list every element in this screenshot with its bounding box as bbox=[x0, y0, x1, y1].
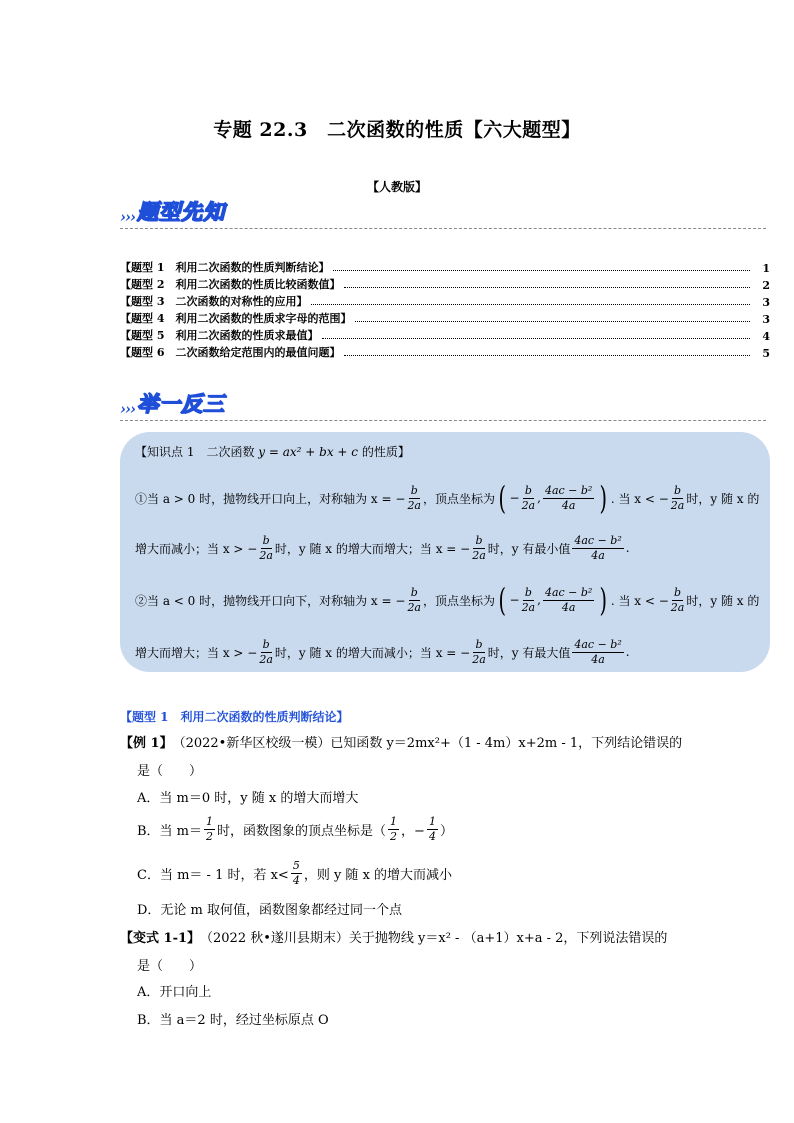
toc-leader bbox=[344, 355, 750, 356]
arrows-icon: ››› bbox=[120, 400, 135, 418]
example-1-tail: 是（ ） bbox=[137, 764, 203, 779]
toc-leader bbox=[322, 338, 750, 339]
fraction: $\frac{b}{2a}$ bbox=[259, 533, 273, 562]
toc-leader bbox=[355, 321, 750, 322]
fraction: $\frac{\text{4ac − b²}}{4a}$ bbox=[544, 585, 593, 614]
toc-row[interactable] bbox=[120, 292, 770, 309]
toc-row[interactable] bbox=[120, 275, 770, 292]
variant-1-1-question: 【变式 1-1】 （2022 秋•遂川县期末）关于抛物线 y＝x² - （a+1）x+a - 2，下列说法错误的 bbox=[120, 931, 668, 946]
banner-topic-preview bbox=[120, 200, 225, 226]
section-heading: 【题型 1 利用二次函数的性质判断结论】 bbox=[120, 710, 349, 724]
option-c[interactable]: C．当 m＝ - 1 时，若 x< $\frac{5}{4}$ ，则 y 随 x 的增大而减小 bbox=[137, 858, 453, 887]
fraction: $\frac{b}{2a}$ bbox=[472, 637, 486, 666]
toc-row[interactable] bbox=[120, 258, 770, 275]
toc-label: 【题型 2 利用二次函数的性质比较函数值】 bbox=[120, 278, 341, 291]
toc-label: 【题型 5 利用二次函数的性质求最值】 bbox=[120, 329, 319, 342]
toc-row[interactable] bbox=[120, 309, 770, 326]
fraction: $\frac{b}{2a}$ bbox=[670, 585, 685, 614]
table-of-contents bbox=[120, 258, 770, 360]
fraction: $\frac{1}{2}$ bbox=[206, 814, 214, 843]
banner-text: 举一反三 bbox=[137, 391, 225, 416]
divider bbox=[120, 228, 766, 229]
fraction: $\frac{\text{4ac − b²}}{4a}$ bbox=[544, 483, 593, 512]
option-b[interactable]: B．当 a＝2 时，经过坐标原点 O bbox=[137, 1013, 329, 1028]
toc-label: 【题型 6 二次函数给定范围内的最值问题】 bbox=[120, 346, 341, 359]
fraction: $\frac{b}{2a}$ bbox=[407, 585, 421, 614]
fraction: $\frac{b}{2a}$ bbox=[259, 637, 273, 666]
knowledge-line-4: 增大而增大；当 x > − $\frac{b}{2a}$ 时，y 随 x 的增大而减小；当 x = − $\frac{b}{2a}$ 时，y 有最大值 $\frac{\text{4ac − b²}}{4a}$ . bbox=[135, 637, 630, 666]
fraction: $\frac{\text{4ac − b²}}{4a}$ bbox=[574, 533, 622, 562]
option-d[interactable]: D．无论 m 取何值，函数图象都经过同一个点 bbox=[137, 903, 403, 918]
toc-row[interactable] bbox=[120, 343, 770, 360]
toc-label: 【题型 1 利用二次函数的性质判断结论】 bbox=[120, 261, 330, 274]
knowledge-title: 【知识点 1 二次函数 y = ax² + bx + c 的性质】 bbox=[135, 445, 410, 459]
fraction: $\frac{b}{2a}$ bbox=[521, 585, 536, 614]
toc-page: 3 bbox=[762, 313, 770, 326]
knowledge-line-3: ②当 a < 0 时，抛物线开口向下，对称轴为 x = − $\frac{b}{2a}$ ，顶点坐标为 ( − $\frac{b}{2a}$ , $\frac{\text{4ac − b²}}{4a}$ ) . 当 x < − $\frac{b}{2a}$ 时，y 随 x 的 bbox=[135, 581, 760, 619]
fraction: $\frac{1}{2}$ bbox=[390, 814, 398, 843]
fraction: $\frac{b}{2a}$ bbox=[407, 483, 421, 512]
edition-label: 【人教版】 bbox=[366, 180, 427, 194]
divider bbox=[120, 420, 766, 421]
toc-page: 5 bbox=[762, 347, 770, 360]
fraction: $\frac{b}{2a}$ bbox=[670, 483, 685, 512]
toc-page: 1 bbox=[762, 262, 770, 275]
option-b[interactable]: B．当 m＝ $\frac{1}{2}$ 时，函数图象的顶点坐标是（ $\frac{1}{2}$ ，− $\frac{1}{4}$ ） bbox=[137, 814, 453, 843]
fraction: $\frac{5}{4}$ bbox=[292, 858, 300, 887]
toc-row[interactable] bbox=[120, 326, 770, 343]
knowledge-line-1: ①当 a > 0 时，抛物线开口向上，对称轴为 x = − $\frac{b}{2a}$ ，顶点坐标为 ( − $\frac{b}{2a}$ , $\frac{\text{4ac − b²}}{4a}$ ) . 当 x < − $\frac{b}{2a}$ 时，y 随 x 的 bbox=[135, 479, 760, 517]
arrows-icon: ››› bbox=[120, 208, 135, 226]
fraction: $\frac{b}{2a}$ bbox=[472, 533, 486, 562]
toc-leader bbox=[333, 270, 750, 271]
toc-page: 4 bbox=[762, 330, 770, 343]
option-a[interactable]: A．开口向上 bbox=[137, 985, 212, 1000]
toc-leader bbox=[311, 304, 750, 305]
knowledge-line-2: 增大而减小；当 x > − $\frac{b}{2a}$ 时，y 随 x 的增大而增大；当 x = − $\frac{b}{2a}$ 时，y 有最小值 $\frac{\text{4ac − b²}}{4a}$ . bbox=[135, 533, 630, 562]
banner-examples bbox=[120, 392, 225, 418]
variant-1-1-tail: 是（ ） bbox=[137, 959, 203, 974]
toc-page: 2 bbox=[762, 279, 770, 292]
banner-text: 题型先知 bbox=[137, 199, 225, 224]
toc-leader bbox=[344, 287, 750, 288]
fraction: $\frac{\text{4ac − b²}}{4a}$ bbox=[574, 637, 622, 666]
fraction: $\frac{1}{4}$ bbox=[428, 814, 436, 843]
toc-label: 【题型 3 二次函数的对称性的应用】 bbox=[120, 295, 308, 308]
fraction: $\frac{b}{2a}$ bbox=[521, 483, 536, 512]
toc-label: 【题型 4 利用二次函数的性质求字母的范围】 bbox=[120, 312, 352, 325]
example-1-question: 【例 1】 （2022•新华区校级一模）已知函数 y＝2mx²+（1 - 4m）x+2m - 1，下列结论错误的 bbox=[120, 736, 683, 751]
toc-page: 3 bbox=[762, 296, 770, 309]
page-title: 专题 22.3 二次函数的性质【六大题型】 bbox=[213, 119, 581, 141]
option-a[interactable]: A．当 m＝0 时，y 随 x 的增大而增大 bbox=[137, 791, 359, 806]
